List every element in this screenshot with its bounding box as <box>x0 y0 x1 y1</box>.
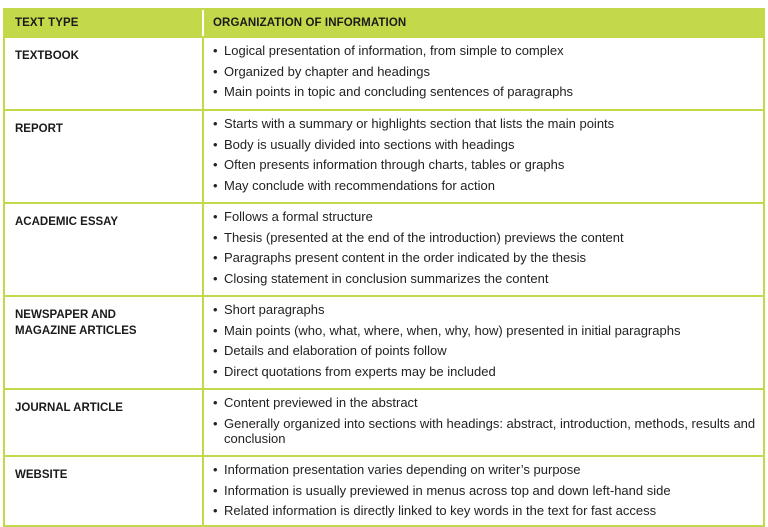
list-item: • May conclude with recommendations for action <box>213 177 495 193</box>
text-type-label: REPORT <box>5 111 204 202</box>
list-item: • Main points in topic and concluding sentences of paragraphs <box>213 84 574 99</box>
table-row <box>5 202 763 295</box>
list-item: • Organized by chapter and headings <box>213 63 430 79</box>
text-type-label: NEWSPAPER AND MAGAZINE ARTICLES <box>5 297 204 388</box>
table-header-row <box>5 10 763 36</box>
header-organization: ORGANIZATION OF INFORMATION <box>213 17 407 29</box>
header-text-type: TEXT TYPE <box>5 10 204 36</box>
organization-list <box>204 297 763 388</box>
text-types-table <box>3 8 765 527</box>
table-row <box>5 455 763 525</box>
list-item: • Content previewed in the abstract <box>213 395 418 410</box>
table-row <box>5 388 763 455</box>
list-item: • Starts with a summary or highlights section that lists the main points <box>213 116 615 131</box>
list-item: • Information presentation varies depending on writer’s purpose <box>213 462 581 477</box>
list-item: • Body is usually divided into sections with headings <box>213 136 515 152</box>
list-item: • Follows a formal structure <box>213 209 373 224</box>
list-item: • Direct quotations from experts may be included <box>213 363 496 379</box>
text-type-label: ACADEMIC ESSAY <box>5 204 204 295</box>
table-row <box>5 36 763 109</box>
list-item: • Closing statement in conclusion summarizes the content <box>213 270 549 286</box>
text-type-label: TEXTBOOK <box>5 38 204 109</box>
table-row <box>5 295 763 388</box>
list-item: • Paragraphs present content in the order indicated by the thesis <box>213 250 587 265</box>
list-item: • Short paragraphs <box>213 302 325 317</box>
table-row <box>5 109 763 202</box>
list-item: • Generally organized into sections with headings: abstract, introduction, methods, results and conclusion <box>213 415 756 446</box>
list-item: • Details and elaboration of points follow <box>213 343 447 358</box>
text-type-label: WEBSITE <box>5 457 204 525</box>
organization-list <box>204 38 763 109</box>
list-item: • Related information is directly linked to key words in the text for fast access <box>213 503 657 518</box>
list-item: • Often presents information through charts, tables or graphs <box>213 157 565 172</box>
organization-list <box>204 390 763 455</box>
organization-list <box>204 204 763 295</box>
text-type-label: JOURNAL ARTICLE <box>5 390 204 455</box>
organization-list <box>204 111 763 202</box>
list-item: • Logical presentation of information, from simple to complex <box>213 43 564 58</box>
organization-list <box>204 457 763 525</box>
list-item: • Thesis (presented at the end of the introduction) previews the content <box>213 229 624 245</box>
list-item: • Main points (who, what, where, when, why, how) presented in initial paragraphs <box>213 322 681 338</box>
list-item: • Information is usually previewed in menus across top and down left-hand side <box>213 482 671 498</box>
